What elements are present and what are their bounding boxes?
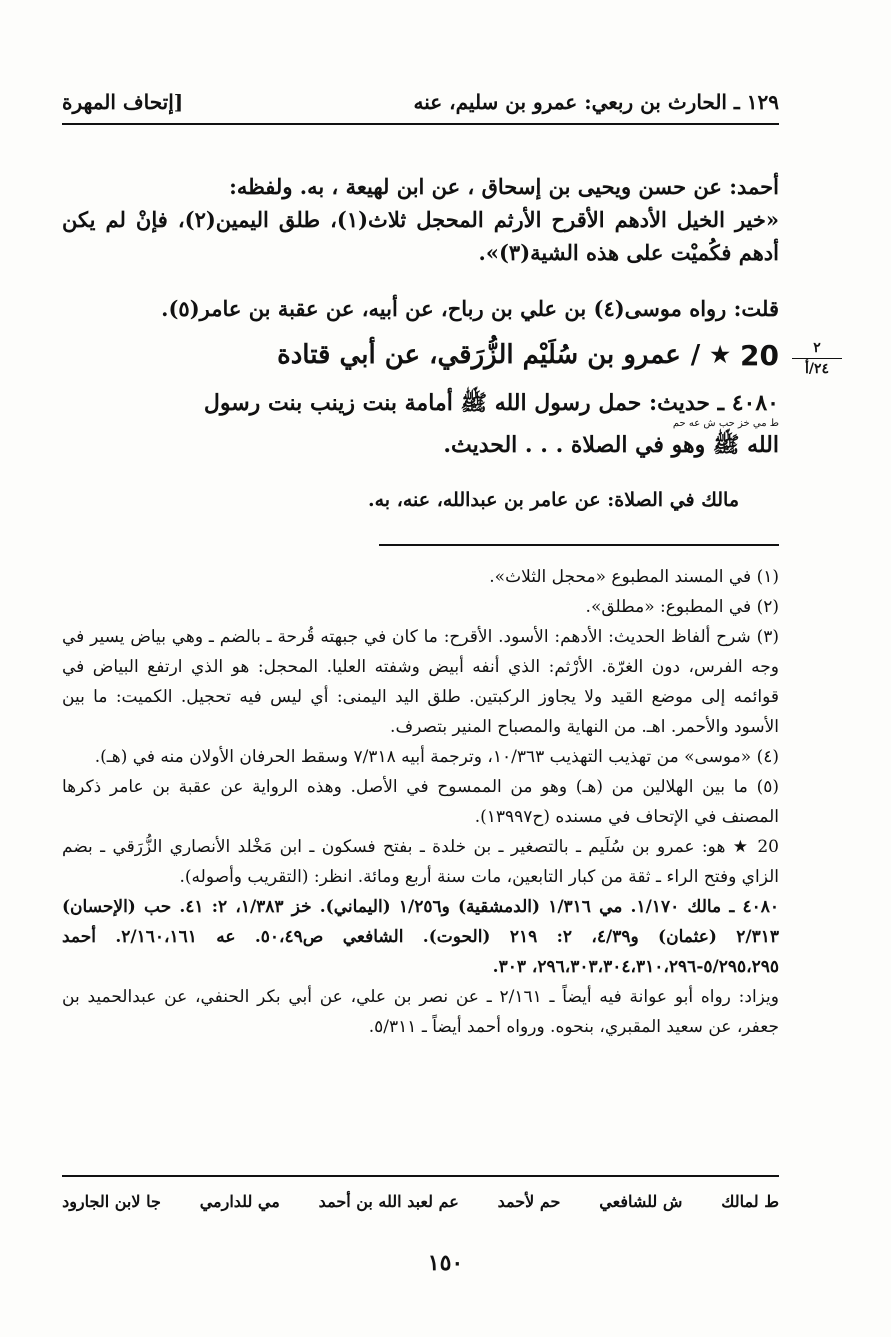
sigla-item: مي للدارمي (199, 1192, 280, 1211)
qult-text: قلت: رواه موسى(٤) بن علي بن رباح، عن أبيه، عن عقبة بن عامر(٥). (161, 296, 779, 321)
malik-text: مالك في الصلاة: عن عامر بن عبدالله، عنه، به. (368, 489, 739, 511)
footnote-5: (٥) ما بين الهلالين من (هـ) وهو من الممسوح في الأصل. وهذه الرواية عن عقبة بن عامر ذكرها المصنف في الإتحاف في مسنده (ح١٣٩٩٧). (62, 777, 779, 827)
sigla-item: ش للشافعي (599, 1192, 683, 1211)
hadith-line-1: ٤٠٨٠ ـ حديث: حمل رسول الله ﷺ أمامة بنت زينب بنت رسول (203, 390, 779, 416)
footnote-3: (٣) شرح ألفاظ الحديث: الأدهم: الأسود. الأقرح: ما كان في جبهته قُرحة ـ بالضم ـ وهي بياض يسير في وجه الفرس، دون الغرّة. الأرْثم: الذي أنفه أبيض وشفته العليا. المحجل: هو الذي ارتفع البياض في قوائمه إلى موضع القيد ولا يجاوز الركبتين. طلق اليد اليمنى: أي ليس فيه تحجيل. الكميت: ما بين الأسود والأحمر. اهـ. من النهاية والمصباح المنير بتصرف. (62, 627, 779, 737)
hadith-text-block (62, 170, 779, 269)
chapter-title: ١٢٩ ـ الحارث بن ربعي: عمرو بن سليم، عنه (413, 90, 779, 114)
footnote-2: (٢) في المطبوع: «مطلق». (585, 597, 779, 617)
sigla-item: حم لأحمد (497, 1192, 561, 1211)
footnote-4: (٤) «موسى» من تهذيب التهذيب ١٠/٣٦٣، وترجمة أبيه ٧/٣١٨ وسقط الحرفان الأولان منه في (هـ). (94, 747, 779, 767)
margin-ref-top: ٢ (813, 340, 821, 356)
qult-paragraph (62, 292, 779, 325)
star-icon: ★ (710, 342, 731, 368)
heading-title: عمرو بن سُلَيْم الزُّرَقي، عن أبي قتادة (277, 340, 681, 370)
margin-reference (792, 340, 842, 377)
sigla-item: ط لمالك (721, 1192, 779, 1211)
page-number: ١٥٠ (427, 1250, 464, 1276)
running-header (62, 86, 779, 118)
sigla-item: عم لعبد الله بن أحمد (318, 1192, 459, 1211)
narrator-note: 20 ★ هو: عمرو بن سُلَيم ـ بالتصغير ـ بن خلدة ـ بفتح فسكون ـ ابن مَخْلد الأنصاري الزُّرَقي ـ بضم الزاي وفتح الراء ـ ثقة من كبار التابعين، مات سنة أربع ومائة. انظر: (التقريب وأصوله). (62, 837, 779, 887)
margin-ref-rule (792, 358, 842, 359)
sigla-item: جا لابن الجارود (62, 1192, 161, 1211)
hadith-4080 (62, 388, 779, 460)
hadith-line-2: الله ﷺ وهو في الصلاة . . . الحديث. (443, 432, 779, 458)
header-divider (62, 123, 779, 125)
takhrij-note: ٤٠٨٠ ـ مالك ١/١٧٠. مي ١/٣١٦ (الدمشقية) و١/٢٥٦ (اليماني). خز ١/٣٨٣، ٢: ٤١. حب (الإحسان) ٢/٣١٣ (عثمان) و٤/٣٩، ٢: ٢١٩ (الحوت). الشافعي ص٥٠،٤٩. عه ٢/١٦٠،١٦١. أحمد ٥/٢٩٥،٢٩٥-٢٩٦،٣٠٣،٣٠٤،٣١٠،٢٩٦، ٣٠٣. (62, 897, 780, 977)
section-heading (62, 335, 779, 375)
sigla-legend (62, 1192, 779, 1220)
isnad-line: أحمد: عن حسن ويحيى بن إسحاق ، عن ابن لهيعة ، به. ولفظه: (229, 174, 779, 199)
hadith-sigla: ط مي خز حب ش عه حم (672, 418, 779, 429)
footnote-divider (379, 544, 779, 546)
footnote-1: (١) في المسند المطبوع «محجل الثلاث». (489, 567, 779, 587)
matn-text: «خير الخيل الأدهم الأقرح الأرثم المحجل ثلاث(١)، طلق اليمين(٢)، فإنْ لم يكن أدهم فكُميْت على هذه الشية(٣)». (62, 207, 779, 265)
addition-note: ويزاد: رواه أبو عوانة فيه أيضاً ـ ٢/١٦١ ـ عن نصر بن علي، عن أبي بكر الحنفي، عن عبدالحميد بن جعفر، عن سعيد المقبري، بنحوه. ورواه أحمد أيضاً ـ ٥/٣١١. (62, 987, 779, 1037)
malik-paragraph (62, 484, 779, 517)
heading-slash: / (690, 340, 701, 370)
book-title: [إتحاف المهرة (62, 90, 184, 114)
margin-ref-bottom: ٢٤/أ (804, 361, 830, 377)
footnotes (62, 562, 779, 1042)
sigla-divider (62, 1175, 779, 1177)
section-number: 20 (740, 338, 779, 372)
